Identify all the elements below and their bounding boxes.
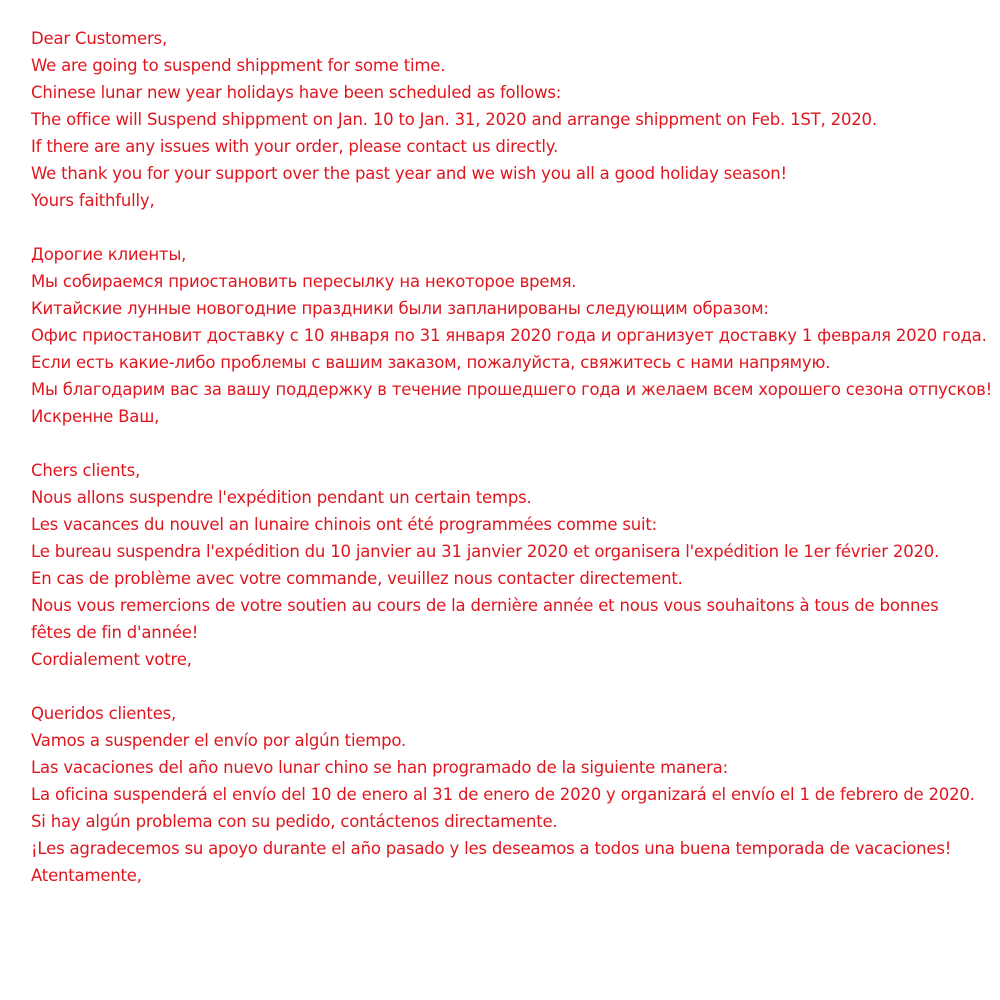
french-line-5: Nous vous remercions de votre soutien au cours de la dernière année et nous vous souhaitons à tous de bonnes fêtes de fin d'année!: [31, 596, 939, 642]
russian-line-1: Мы собираемся приостановить пересылку на некоторое время.: [31, 272, 577, 291]
english-line-4: If there are any issues with your order, please contact us directly.: [31, 137, 559, 156]
english-line-1: We are going to suspend shippment for some time.: [31, 56, 446, 75]
russian-line-5: Мы благодарим вас за вашу поддержку в течение прошедшего года и желаем всем хорошего сезона отпусков!: [31, 380, 992, 399]
russian-line-2: Китайские лунные новогодние праздники были запланированы следующим образом:: [31, 299, 769, 318]
russian-line-4: Если есть какие-либо проблемы с вашим заказом, пожалуйста, свяжитесь с нами напрямую.: [31, 353, 831, 372]
spanish-line-2: Las vacaciones del año nuevo lunar chino se han programado de la siguiente manera:: [31, 758, 728, 777]
english-line-2: Chinese lunar new year holidays have been scheduled as follows:: [31, 83, 562, 102]
english-line-5: We thank you for your support over the past year and we wish you all a good holiday season!: [31, 164, 787, 183]
english-greeting: Dear Customers,: [31, 29, 167, 48]
french-line-1: Nous allons suspendre l'expédition pendant un certain temps.: [31, 488, 532, 507]
spanish-greeting: Queridos clientes,: [31, 704, 177, 723]
spanish-line-5: ¡Les agradecemos su apoyo durante el año pasado y les deseamos a todos una buena temporada de vacaciones!: [31, 839, 952, 858]
spanish-closing: Atentamente,: [31, 866, 142, 885]
notice-english: [31, 25, 971, 214]
french-closing: Cordialement votre,: [31, 650, 192, 669]
notice-spanish: [31, 700, 975, 889]
french-line-3: Le bureau suspendra l'expédition du 10 janvier au 31 janvier 2020 et organisera l'expédition le 1er février 2020.: [31, 542, 940, 561]
russian-closing: Искренне Ваш,: [31, 407, 160, 426]
russian-line-3: Офис приостановит доставку с 10 января по 31 января 2020 года и организует доставку 1 февраля 2020 года.: [31, 326, 987, 345]
spanish-line-1: Vamos a suspender el envío por algún tiempo.: [31, 731, 407, 750]
spanish-line-3: La oficina suspenderá el envío del 10 de enero al 31 de enero de 2020 y organizará el envío el 1 de febrero de 2020.: [31, 785, 975, 804]
spanish-line-4: Si hay algún problema con su pedido, contáctenos directamente.: [31, 812, 558, 831]
holiday-notice: [31, 25, 992, 916]
notice-french: [31, 457, 971, 673]
russian-greeting: Дорогие клиенты,: [31, 245, 187, 264]
english-line-3: The office will Suspend shippment on Jan. 10 to Jan. 31, 2020 and arrange shippment on Feb. 1ST, 2020.: [31, 110, 877, 129]
french-line-2: Les vacances du nouvel an lunaire chinois ont été programmées comme suit:: [31, 515, 658, 534]
french-line-4: En cas de problème avec votre commande, veuillez nous contacter directement.: [31, 569, 683, 588]
english-closing: Yours faithfully,: [31, 191, 155, 210]
notice-russian: [31, 241, 992, 430]
french-greeting: Chers clients,: [31, 461, 141, 480]
